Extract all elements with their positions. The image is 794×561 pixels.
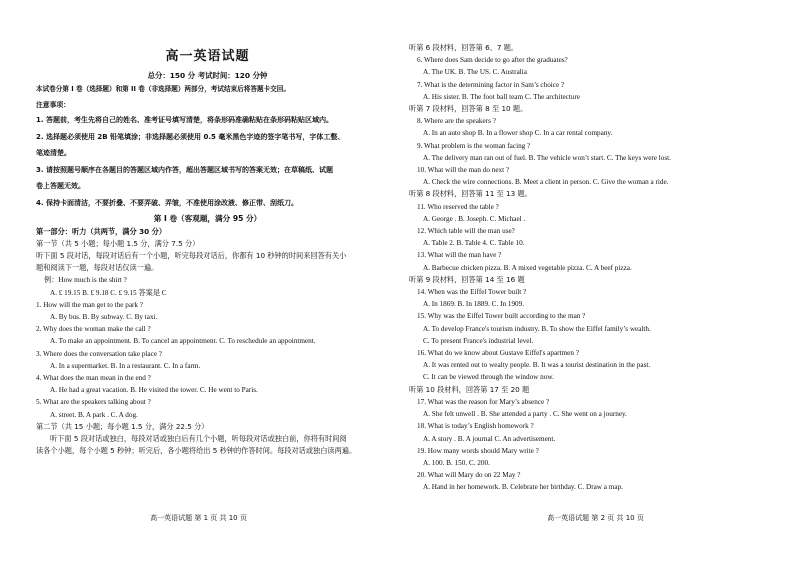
question: 16. What do we know about Gustave Eiffel's apartmen ? — [417, 349, 579, 358]
options: C. It can be viewed through the window now. — [423, 373, 554, 382]
question: 17. What was the reason for Mary’s absence ? — [417, 397, 550, 406]
options: A. Hand in her homework. B. Celebrate her birthday. C. Draw a map. — [423, 483, 623, 492]
options: A. He had a great vacation. B. He visited the tower. C. He went to Paris. — [50, 386, 258, 395]
question: 7. What is the determining factor in Sam’s choice ? — [417, 80, 565, 89]
question: 6. Where does Sam decide to go after the graduates? — [417, 56, 568, 65]
notice-item: 卷上答题无效。 — [36, 182, 85, 191]
material-heading: 听第 6 段材料，回答第 6、7 题。 — [409, 43, 519, 52]
options: A. Barbecue chicken pizza. B. A mixed vegetable pizza. C. A beef pizza. — [423, 263, 632, 272]
notice-item: 4. 保持卡面清洁，不要折叠、不要弄破、弄皱，不准使用涂改液、修正带、刮纸刀。 — [36, 198, 298, 207]
question: 13. What will the man have ? — [417, 251, 502, 260]
options: A. In 1869. B. In 1889. C. In 1909. — [423, 300, 525, 309]
material-heading: 听第 7 段材料，回答第 8 至 10 题。 — [409, 104, 528, 114]
options: A. In an auto shop B. In a flower shop C. In a car rental company. — [423, 129, 613, 138]
options: A. The delivery man ran out of fuel. B. The vehicle won’t start. C. The keys were lost. — [423, 153, 671, 162]
question: 20. What will Mary do on 22 May ? — [417, 471, 521, 480]
exam-title: 高一英语试题 — [165, 49, 250, 64]
question: 14. When was the Eiffel Tower built ? — [417, 288, 527, 297]
question-list — [409, 42, 776, 494]
section-title: 第一部分：听力（共两节，满分 30 分） — [36, 226, 167, 236]
options: A. By bus. B. By subway. C. By taxi. — [50, 313, 158, 322]
notice-list — [36, 114, 379, 209]
section1-instruction: 听下面 5 段对话，每段对话后有一个小题，听完每段对话后，你都有 10 秒钟的时间来回答有关小 — [36, 251, 347, 261]
exam-score-time: 总分：150 分 考试时间：120 分钟 — [147, 71, 268, 80]
part-title: 第 I 卷（客观题，满分 95 分） — [153, 214, 262, 224]
question: 8. Where are the speakers ? — [417, 117, 496, 126]
options: A. A story . B. A journal C. An advertisement. — [423, 434, 556, 443]
options: A. His sister. B. The foot ball team C. The architecture — [423, 92, 581, 101]
section2-instruction: 听下面 5 段对话或独白，每段对话或独白后有几个小题，听每段对话或独白前，你将有时间阅 — [50, 434, 347, 444]
notice-item: 笔迹清楚。 — [36, 149, 71, 158]
question: 15. Why was the Eiffel Tower built according to the man ? — [417, 312, 586, 321]
section1-instruction: 题和阅读下一题，每段对话仅读一遍。 — [36, 263, 159, 273]
notice-item: 3. 请按照题号顺序在各题目的答题区域内作答，超出答题区域书写的答案无效；在草稿纸、试题 — [36, 165, 333, 174]
options: A. In a supermarket. B. In a restaurant. C. In a farm. — [50, 361, 201, 370]
example-question: 例：How much is the shirt ? — [44, 276, 127, 285]
options: A. The UK. B. The US. C. Australia — [423, 68, 527, 77]
question: 5. What are the speakers talking about ? — [36, 398, 151, 407]
question-list — [36, 299, 379, 421]
page-footer: 高一英语试题 第 1 页 共 10 页 — [150, 514, 247, 522]
notice-item: 1. 答题前，考生先将自己的姓名、准考证号填写清楚，将条形码准确粘贴在条形码粘贴区域内。 — [36, 116, 333, 125]
question: 18. What is today’s English homework ? — [417, 422, 534, 431]
question: 9. What problem is the woman facing ? — [417, 141, 531, 150]
notice-item: 2. 选择题必须使用 2B 铅笔填涂；非选择题必须使用 0.5 毫米黑色字迹的签字笔书写，字体工整、 — [36, 132, 345, 141]
material-heading: 听第 10 段材料，回答第 17 至 20 题 — [409, 384, 530, 394]
options: A. She felt unwell . B. She attended a party . C. She went on a journey. — [423, 410, 627, 419]
options: A. 100. B. 150. C. 200. — [423, 458, 490, 467]
options: A. street. B. A park . C. A dog. — [50, 410, 138, 419]
example-options: A. £ 19.15 B. £ 9.18 C. £ 9.15 答案是 C — [50, 288, 167, 297]
material-heading: 听第 9 段材料，回答第 14 至 16 题 — [409, 274, 525, 284]
options: A. Check the wire connections. B. Meet a client in person. C. Give the woman a ride. — [423, 178, 669, 187]
material-heading: 听第 8 段材料，回答第 11 至 13 题。 — [409, 189, 532, 199]
question: 2. Why does the woman make the call ? — [36, 325, 151, 334]
options: A. To make an appointment. B. To cancel an appointment. C. To reschedule an appointment. — [50, 337, 316, 346]
section2-instruction: 读各个小题，每个小题 5 秒钟；听完后，各小题将给出 5 秒钟的作答时间。每段对话或独白读两遍。 — [36, 446, 357, 456]
question: 11. Who reserved the table ? — [417, 202, 499, 211]
question: 19. How many words should Mary write ? — [417, 446, 539, 455]
question: 4. What does the man mean in the end ? — [36, 374, 151, 383]
question: 3. Where does the conversation take place ? — [36, 349, 162, 358]
options: C. To present France's industrial level. — [423, 336, 534, 345]
page-2 — [397, 0, 794, 561]
exam-intro: 本试卷分第 I 卷（选择题）和第 II 卷（非选择题）两部分，考试结束后将答题卡交回。 — [36, 85, 290, 93]
section2-desc: 第二节（共 15 小题；每小题 1.5 分，满分 22.5 分） — [36, 421, 209, 431]
options: A. George . B. Joseph. C. Michael . — [423, 214, 526, 223]
question: 12. Which table will the man use? — [417, 227, 515, 236]
options: A. To develop France's tourism industry. B. To show the Eiffel family’s wealth. — [423, 324, 651, 333]
notice-heading: 注意事项： — [36, 101, 70, 110]
options: A. It was rented out to wealty people. B. It was a tourist destination in the past. — [423, 361, 651, 370]
page-footer: 高一英语试题 第 2 页 共 10 页 — [547, 514, 644, 522]
question: 10. What will the man do next ? — [417, 166, 510, 175]
options: A. Table 2. B. Table 4. C. Table 10. — [423, 239, 525, 248]
section1-desc: 第一节（共 5 小题；每小题 1.5 分，满分 7.5 分） — [36, 238, 200, 248]
question: 1. How will the man get to the park ? — [36, 300, 143, 309]
